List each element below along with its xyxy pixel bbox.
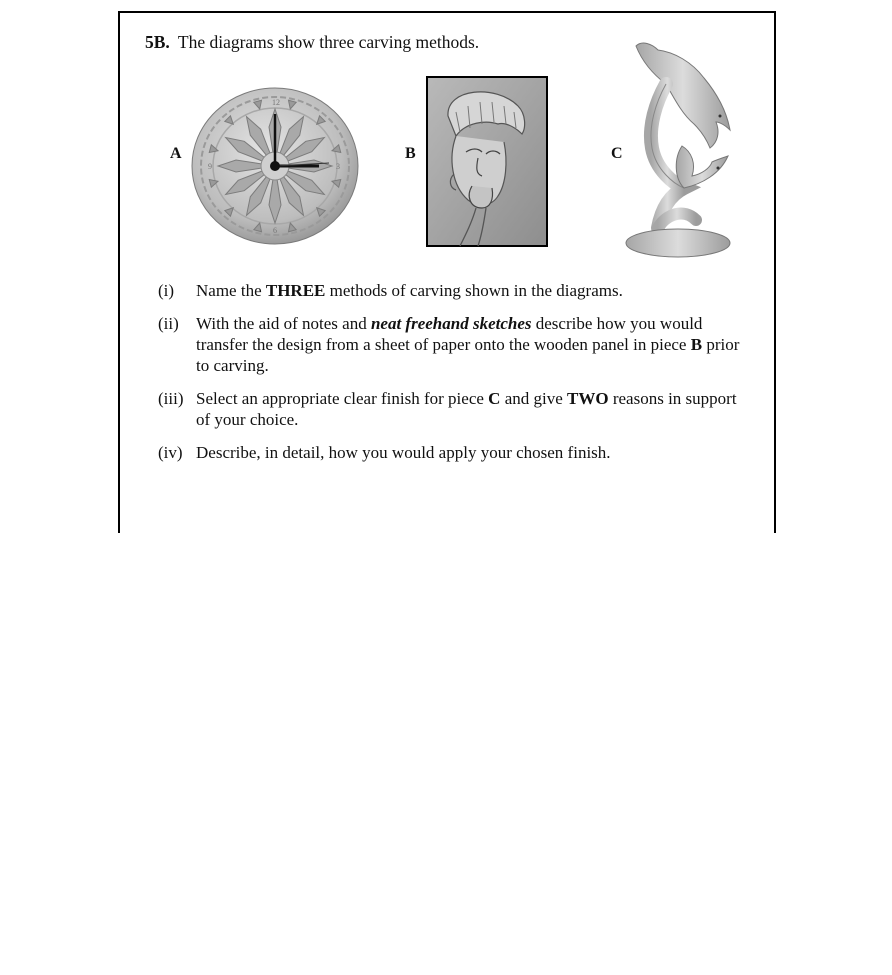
relief-carved-panel-image	[426, 76, 548, 247]
part-i	[158, 280, 748, 301]
part-ii	[158, 313, 748, 376]
part-number: (i)	[158, 281, 175, 300]
part-text: Name the THREE methods of carving shown in the diagrams.	[196, 281, 623, 300]
question-parts	[158, 280, 748, 475]
part-text: Describe, in detail, how you would apply your chosen finish.	[196, 443, 611, 462]
part-number: (ii)	[158, 314, 179, 333]
part-number: (iii)	[158, 389, 184, 408]
question-heading	[145, 32, 479, 53]
carved-dolphin-sculpture-image	[622, 38, 737, 258]
question-intro: The diagrams show three carving methods.	[177, 32, 480, 52]
part-text: With the aid of notes and neat freehand sketches describe how you would transfer the design from a sheet of paper onto the wooden panel in piece B prior to carving.	[196, 314, 740, 375]
part-iii	[158, 388, 748, 430]
figure-label-b: B	[405, 145, 416, 162]
part-iv	[158, 442, 748, 463]
part-text: Select an appropriate clear finish for piece C and give TWO reasons in support of your choice.	[196, 389, 737, 429]
clock-numeral-6: 6	[273, 226, 277, 235]
figure-label-a: A	[170, 145, 182, 162]
part-number: (iv)	[158, 443, 183, 462]
clock-numeral-12: 12	[272, 98, 280, 107]
question-number: 5B.	[145, 32, 170, 52]
chip-carved-clock-image	[191, 87, 359, 245]
clock-numeral-9: 9	[208, 162, 212, 171]
clock-numeral-3: 3	[336, 162, 340, 171]
figure-label-c: C	[611, 145, 623, 162]
